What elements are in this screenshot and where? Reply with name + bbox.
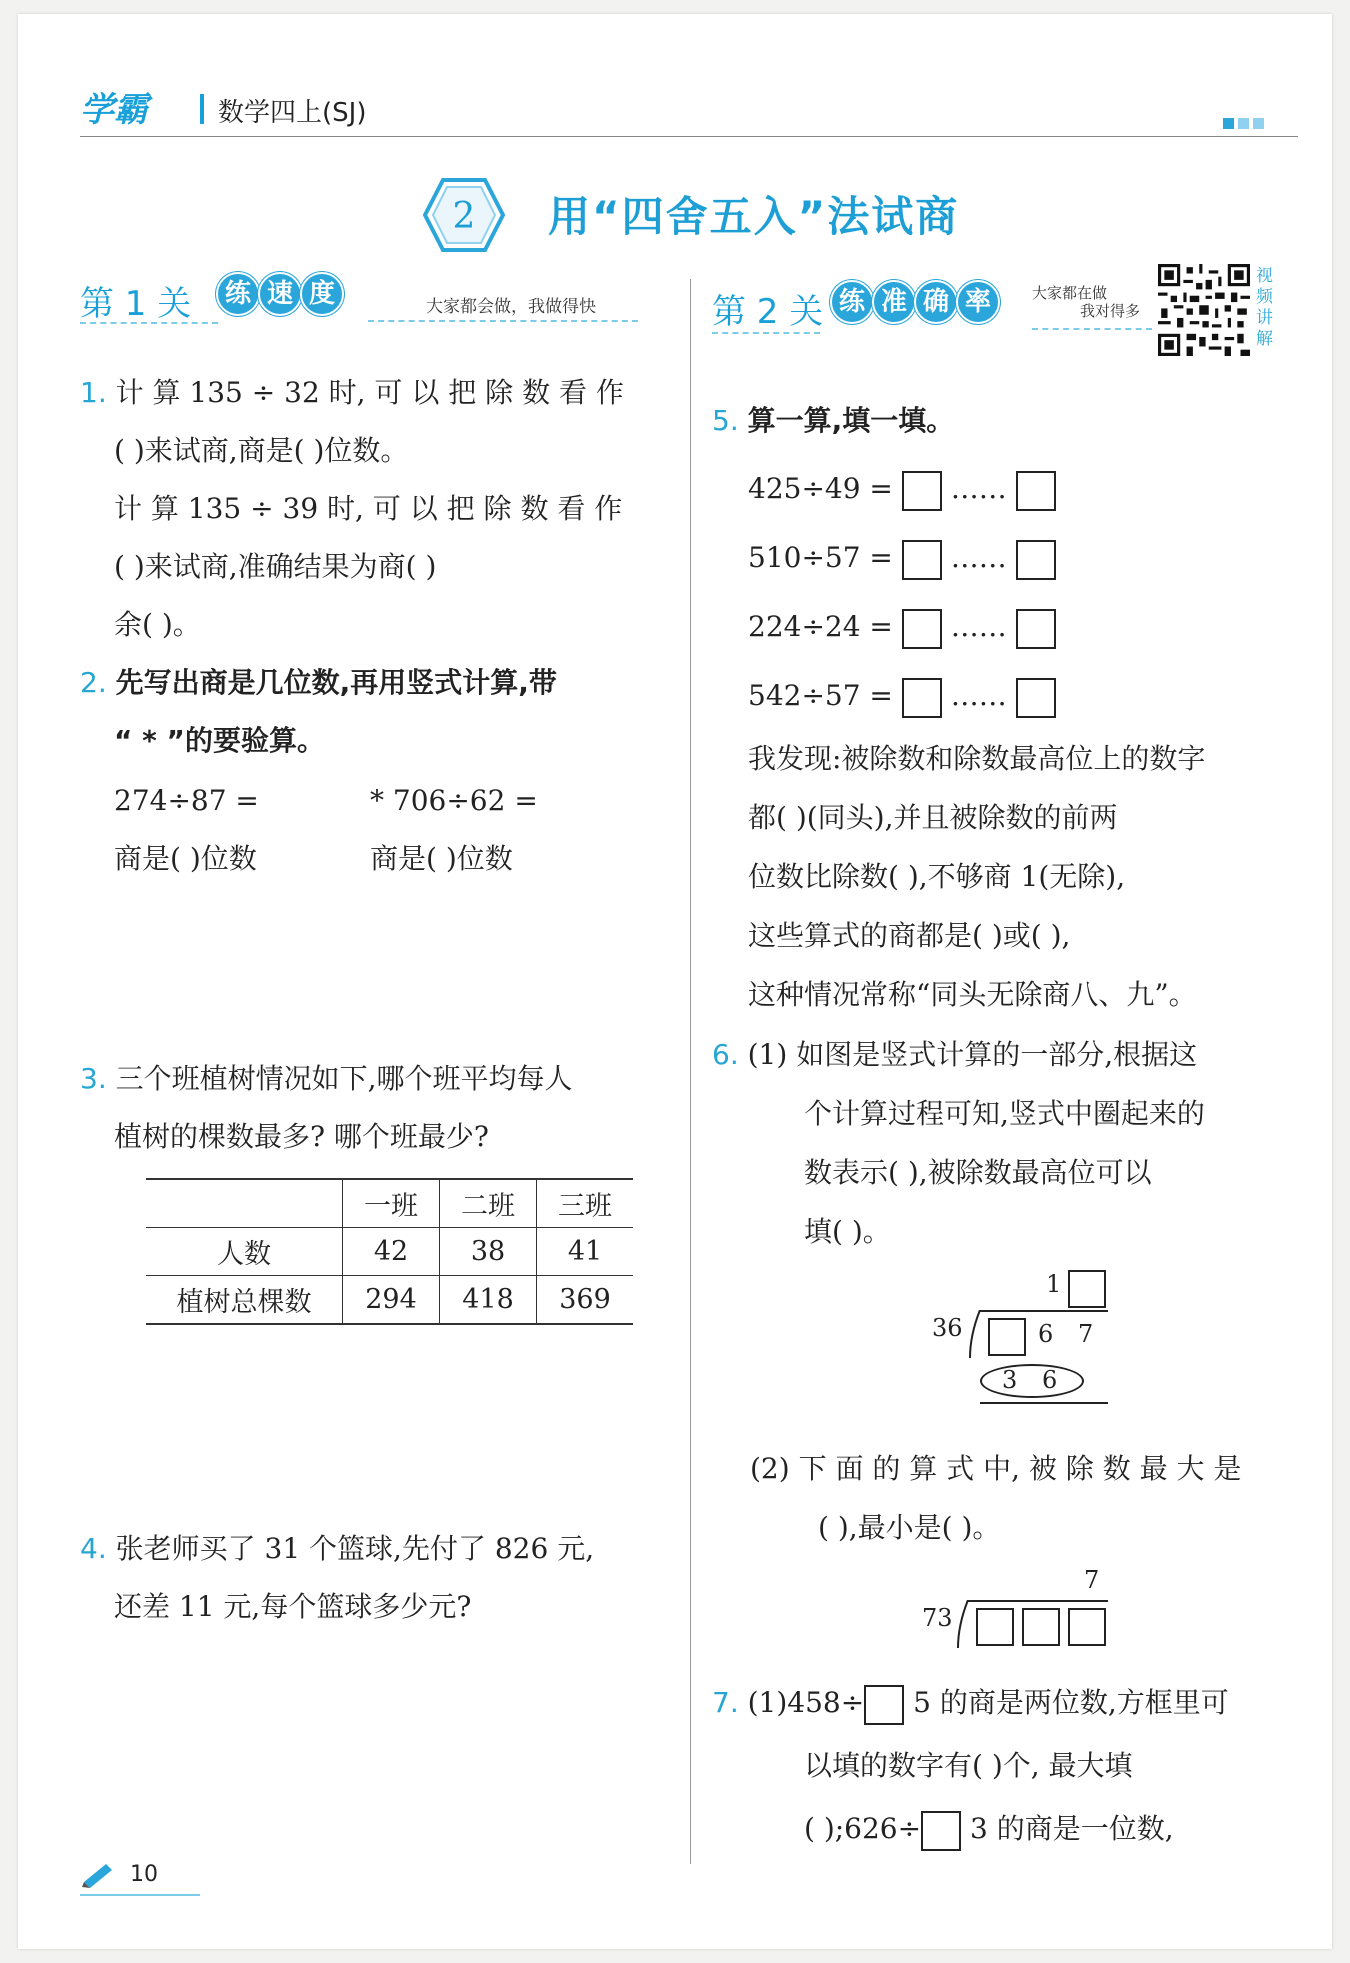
division-bar [980, 1310, 1108, 1312]
product-digit: 6 [1042, 1366, 1058, 1394]
video-char: 解 [1256, 329, 1273, 349]
answer-box[interactable] [902, 678, 942, 718]
badge-char: 练 [830, 280, 874, 324]
dividend-box[interactable] [1068, 1608, 1106, 1646]
q3-line1: 3. 三个班植树情况如下,哪个班平均每人 [80, 1062, 573, 1095]
dividend-digit: 6 [1038, 1320, 1054, 1348]
q5-row: 510÷57 = …… [748, 529, 1056, 587]
division-bracket [968, 1310, 984, 1360]
table-cell: 369 [537, 1276, 634, 1324]
right-motto-1: 大家都在做 [1032, 284, 1108, 302]
header-rule [80, 136, 1298, 137]
quotient-digit: 1 [1046, 1270, 1062, 1298]
table-cell: 一班 [343, 1180, 440, 1228]
right-section-badges [830, 280, 998, 324]
page-number: 10 [130, 1862, 158, 1887]
divisor: 73 [922, 1604, 953, 1632]
q5-find-1: 我发现:被除数和除数最高位上的数字 [748, 742, 1206, 775]
dividend-box[interactable] [988, 1318, 1026, 1356]
dividend-box[interactable] [1022, 1608, 1060, 1646]
q5-find-2: 都( )(同头),并且被除数的前两 [748, 801, 1118, 834]
q1-line2: ( )来试商,商是( )位数。 [114, 434, 409, 467]
video-char: 讲 [1256, 308, 1273, 328]
q3-table [146, 1178, 633, 1325]
q5-find-3: 位数比除数( ),不够商 1(无除), [748, 860, 1126, 893]
q2-ans1: 商是( )位数 [114, 842, 257, 875]
right-dash-b [1032, 328, 1152, 330]
table-cell [146, 1180, 343, 1228]
footer-rule [80, 1894, 200, 1896]
q5-find-5: 这种情况常称“同头无除商八、九”。 [748, 978, 1197, 1011]
q6-p2-line1: (2) 下 面 的 算 式 中, 被 除 数 最 大 是 [750, 1452, 1242, 1485]
long-division-2 [918, 1566, 1118, 1656]
answer-box[interactable] [902, 471, 942, 511]
product-digit: 3 [1002, 1366, 1018, 1394]
right-motto-2: 我对得多 [1080, 302, 1141, 320]
quotient-digit: 7 [1084, 1566, 1100, 1594]
q5-row: 425÷49 = …… [748, 460, 1056, 518]
answer-box[interactable] [864, 1685, 904, 1725]
q1-line1: 1. 计 算 135 ÷ 32 时, 可 以 把 除 数 看 作 [80, 376, 624, 409]
q2-expr2: * 706÷62 = [370, 784, 538, 817]
left-dash-b [368, 320, 638, 322]
q1-line4: ( )来试商,准确结果为商( ) [114, 550, 437, 583]
answer-box[interactable] [1016, 609, 1056, 649]
q5-row: 224÷24 = …… [748, 598, 1056, 656]
q2-expr1: 274÷87 = [114, 784, 259, 817]
q5-row: 542÷57 = …… [748, 667, 1056, 725]
answer-box[interactable] [902, 540, 942, 580]
badge-char: 确 [914, 280, 958, 324]
answer-box[interactable] [1016, 540, 1056, 580]
division-bar [968, 1600, 1108, 1602]
badge-char: 练 [216, 272, 260, 316]
q6-p1-line2: 个计算过程可知,竖式中圈起来的 [804, 1097, 1205, 1130]
lesson-title: 用“四舍五入”法试商 [548, 192, 960, 241]
quotient-box[interactable] [1068, 1270, 1106, 1308]
right-dash-a [712, 332, 820, 334]
table-row [146, 1276, 633, 1324]
q6-p2-line2: ( ),最小是( )。 [818, 1511, 1001, 1544]
video-char: 视 [1256, 266, 1273, 286]
q1-line5: 余( )。 [114, 608, 201, 641]
left-dash-a [80, 322, 218, 324]
badge-char: 速 [258, 272, 302, 316]
book-title: 数学四上(SJ) [218, 98, 367, 128]
brand-divider [200, 94, 204, 124]
left-section-label: 第 1 关 [80, 284, 192, 324]
header-squares [1223, 114, 1268, 133]
badge-char: 度 [300, 272, 344, 316]
long-division-1 [928, 1270, 1118, 1430]
table-cell: 418 [440, 1276, 537, 1324]
dividend-box[interactable] [976, 1608, 1014, 1646]
brand-logo: 学霸 [80, 90, 148, 130]
q1-line3: 计 算 135 ÷ 39 时, 可 以 把 除 数 看 作 [114, 492, 623, 525]
q6-p1-line4: 填( )。 [804, 1215, 891, 1248]
left-motto: 大家都会做，我做得快 [426, 297, 596, 317]
lesson-number-badge [423, 174, 505, 256]
table-cell: 植树总棵数 [176, 1287, 312, 1318]
q2-line1: 2. 先写出商是几位数,再用竖式计算,带 [80, 666, 557, 699]
answer-box[interactable] [1016, 471, 1056, 511]
answer-box[interactable] [921, 1811, 961, 1851]
table-cell: 38 [440, 1228, 537, 1276]
badge-char: 准 [872, 280, 916, 324]
q2-line2: “ * ”的要验算。 [114, 724, 325, 757]
dividend-digit: 7 [1078, 1320, 1094, 1348]
q3-line2: 植树的棵数最多? 哪个班最少? [114, 1120, 489, 1153]
table-cell: 人数 [146, 1228, 343, 1276]
answer-box[interactable] [1016, 678, 1056, 718]
table-cell: 二班 [440, 1180, 537, 1228]
workbook-page [18, 14, 1332, 1949]
q5-find-4: 这些算式的商都是( )或( ), [748, 919, 1071, 952]
q5-title: 5. 算一算,填一填。 [712, 404, 955, 437]
table-row [146, 1228, 633, 1276]
subtraction-line [980, 1402, 1108, 1404]
lesson-number: 2 [452, 196, 476, 237]
table-cell: 三班 [537, 1180, 634, 1228]
column-divider [690, 279, 691, 1864]
q4-line1: 4. 张老师买了 31 个篮球,先付了 826 元, [80, 1532, 595, 1565]
badge-char: 率 [956, 280, 1000, 324]
division-bracket [956, 1600, 972, 1650]
q6-p1-line1: 6. (1) 如图是竖式计算的一部分,根据这 [712, 1038, 1198, 1071]
q7-line3: ( );626÷ 3 的商是一位数, [804, 1800, 1174, 1858]
q6-p1-line3: 数表示( ),被除数最高位可以 [804, 1156, 1152, 1189]
table-cell: 42 [343, 1228, 440, 1276]
q2-ans2: 商是( )位数 [370, 842, 513, 875]
video-char: 频 [1256, 287, 1273, 307]
left-section-badges [216, 272, 342, 316]
qr-code-icon[interactable] [1158, 264, 1250, 356]
answer-box[interactable] [902, 609, 942, 649]
video-explain-label[interactable] [1256, 266, 1278, 350]
q7-line2: 以填的数字有( )个, 最大填 [804, 1749, 1133, 1782]
right-section-label: 第 2 关 [712, 292, 824, 332]
table-cell: 41 [537, 1228, 634, 1276]
table-cell: 294 [343, 1276, 440, 1324]
table-row [146, 1180, 633, 1228]
q7-line1: 7. (1)458÷ 5 的商是两位数,方框里可 [712, 1674, 1229, 1732]
divisor: 36 [932, 1314, 963, 1342]
circled-product [980, 1364, 1084, 1398]
q4-line2: 还差 11 元,每个篮球多少元? [114, 1590, 472, 1623]
pencil-icon [80, 1860, 116, 1888]
